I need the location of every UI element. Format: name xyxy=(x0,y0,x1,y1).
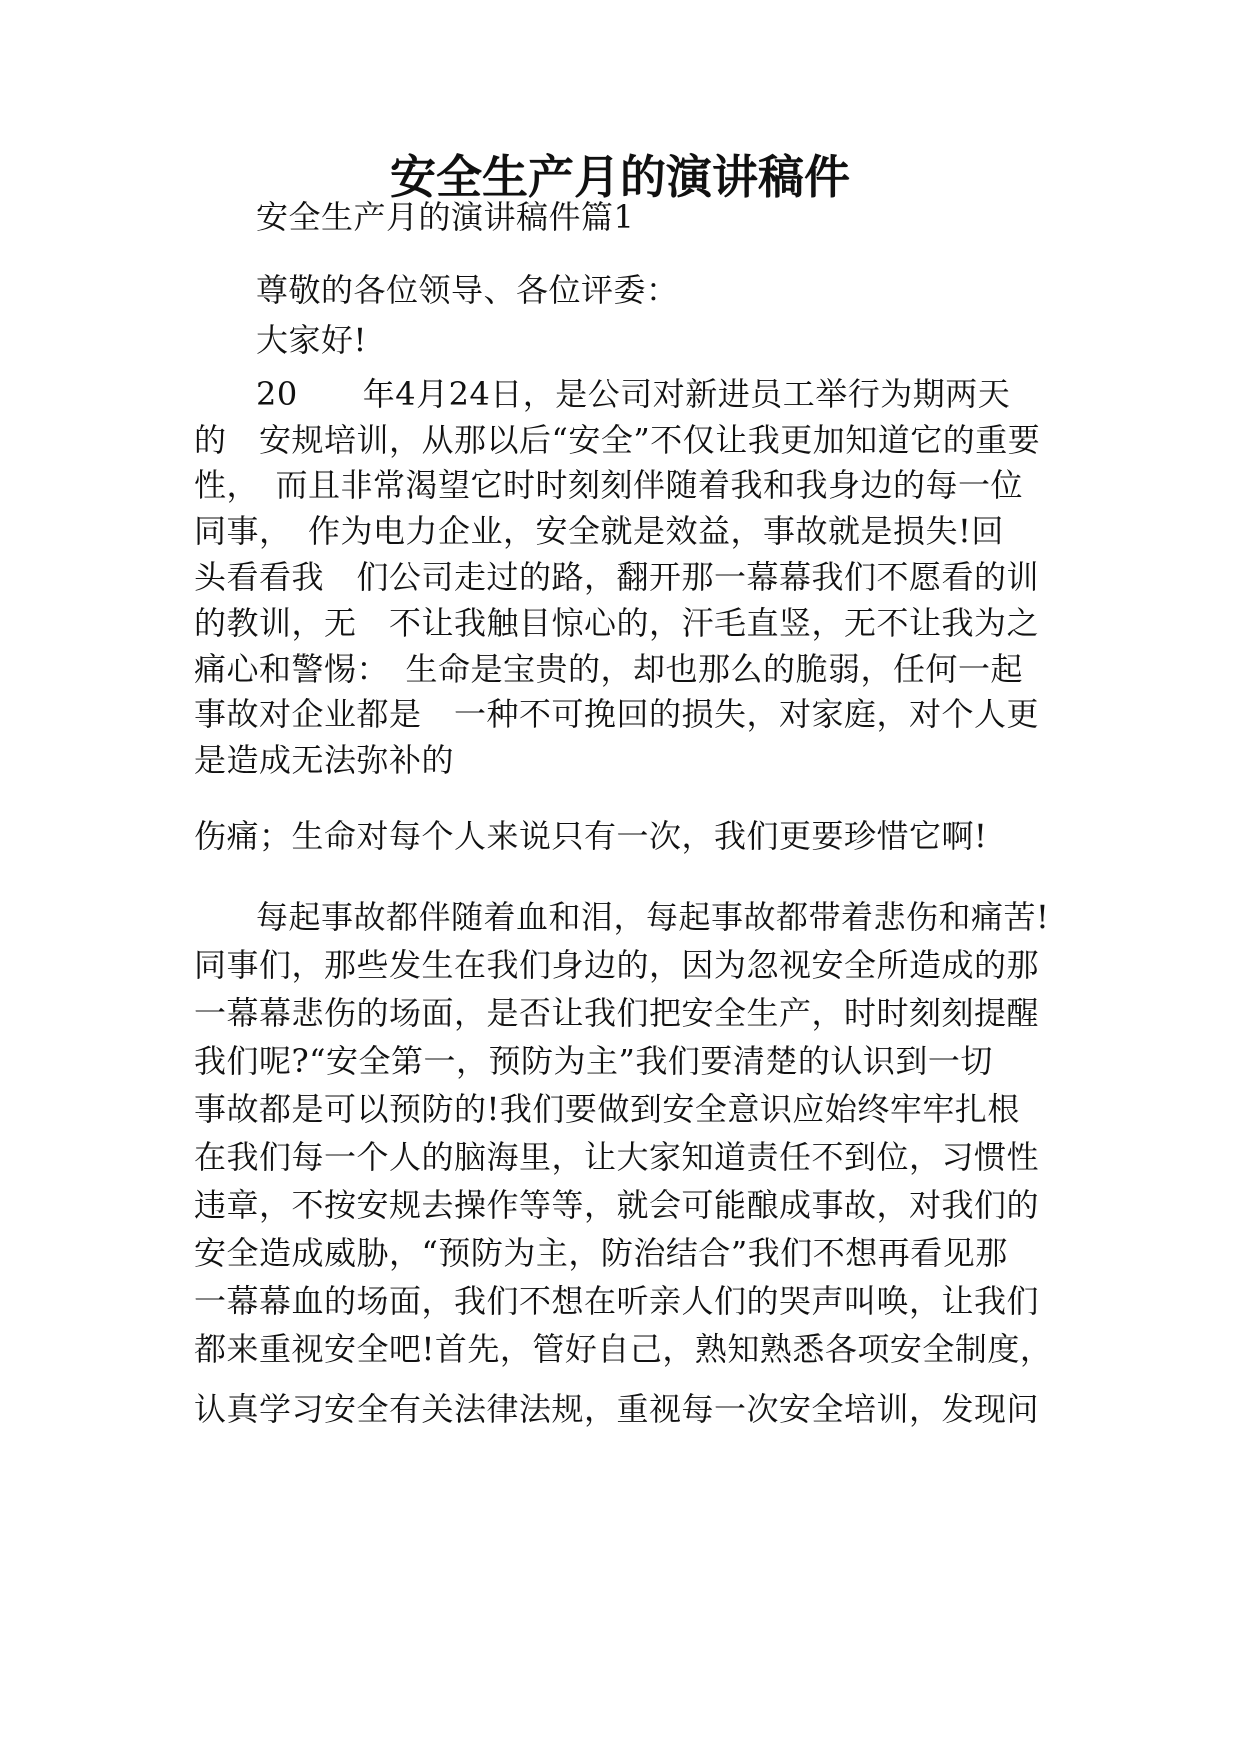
text-line: 一幕幕血的场面，我们不想在听亲人们的哭声叫唤，让我们 xyxy=(194,1282,1040,1320)
text-line: 同事， 作为电力企业，安全就是效益，事故就是损失!回 xyxy=(194,512,1004,550)
text-line: 一幕幕悲伤的场面，是否让我们把安全生产，时时刻刻提醒 xyxy=(194,994,1040,1032)
text-line: 的 安规培训，从那以后“安全”不仅让我更加知道它的重要 xyxy=(194,421,1041,459)
text-line: 同事们，那些发生在我们身边的，因为忽视安全所造成的那 xyxy=(194,946,1040,984)
text-line: 头看看我 们公司走过的路，翻开那一幕幕我们不愿看的训 xyxy=(194,558,1040,596)
text-line: 违章，不按安规去操作等等，就会可能酿成事故，对我们的 xyxy=(194,1186,1040,1224)
text-line: 性， 而且非常渴望它时时刻刻伴随着我和我身边的每一位 xyxy=(194,466,1024,504)
text-line: 20 年4月24日，是公司对新进员工举行为期两天 xyxy=(256,375,1011,413)
text-line: 事故对企业都是 一种不可挽回的损失，对家庭，对个人更 xyxy=(194,695,1040,733)
document-title: 安全生产月的演讲稿件 xyxy=(390,150,850,204)
text-line: 是造成无法弥补的 xyxy=(194,741,455,779)
text-line: 的教训，无 不让我触目惊心的，汗毛直竖，无不让我为之 xyxy=(194,604,1040,642)
text-line: 安全造成威胁，“预防为主，防治结合”我们不想再看见那 xyxy=(194,1234,1008,1272)
text-line: 在我们每一个人的脑海里，让大家知道责任不到位，习惯性 xyxy=(194,1138,1040,1176)
text-line: 每起事故都伴随着血和泪，每起事故都带着悲伤和痛苦! xyxy=(256,898,1050,936)
text-line: 痛心和警惕： 生命是宝贵的，却也那么的脆弱，任何一起 xyxy=(194,650,1024,688)
text-line: 安全生产月的演讲稿件篇1 xyxy=(256,198,635,236)
text-line: 认真学习安全有关法律法规，重视每一次安全培训，发现问 xyxy=(194,1390,1040,1428)
text-line: 都来重视安全吧!首先，管好自己，熟知熟悉各项安全制度， xyxy=(194,1330,1053,1368)
text-line: 我们呢?“安全第一，预防为主”我们要清楚的认识到一切 xyxy=(194,1042,993,1080)
text-line: 事故都是可以预防的!我们要做到安全意识应始终牢牢扎根 xyxy=(194,1090,1020,1128)
text-line: 大家好! xyxy=(256,321,367,359)
text-line: 伤痛；生命对每个人来说只有一次，我们更要珍惜它啊! xyxy=(194,817,988,855)
text-line: 尊敬的各位领导、各位评委： xyxy=(256,271,679,309)
